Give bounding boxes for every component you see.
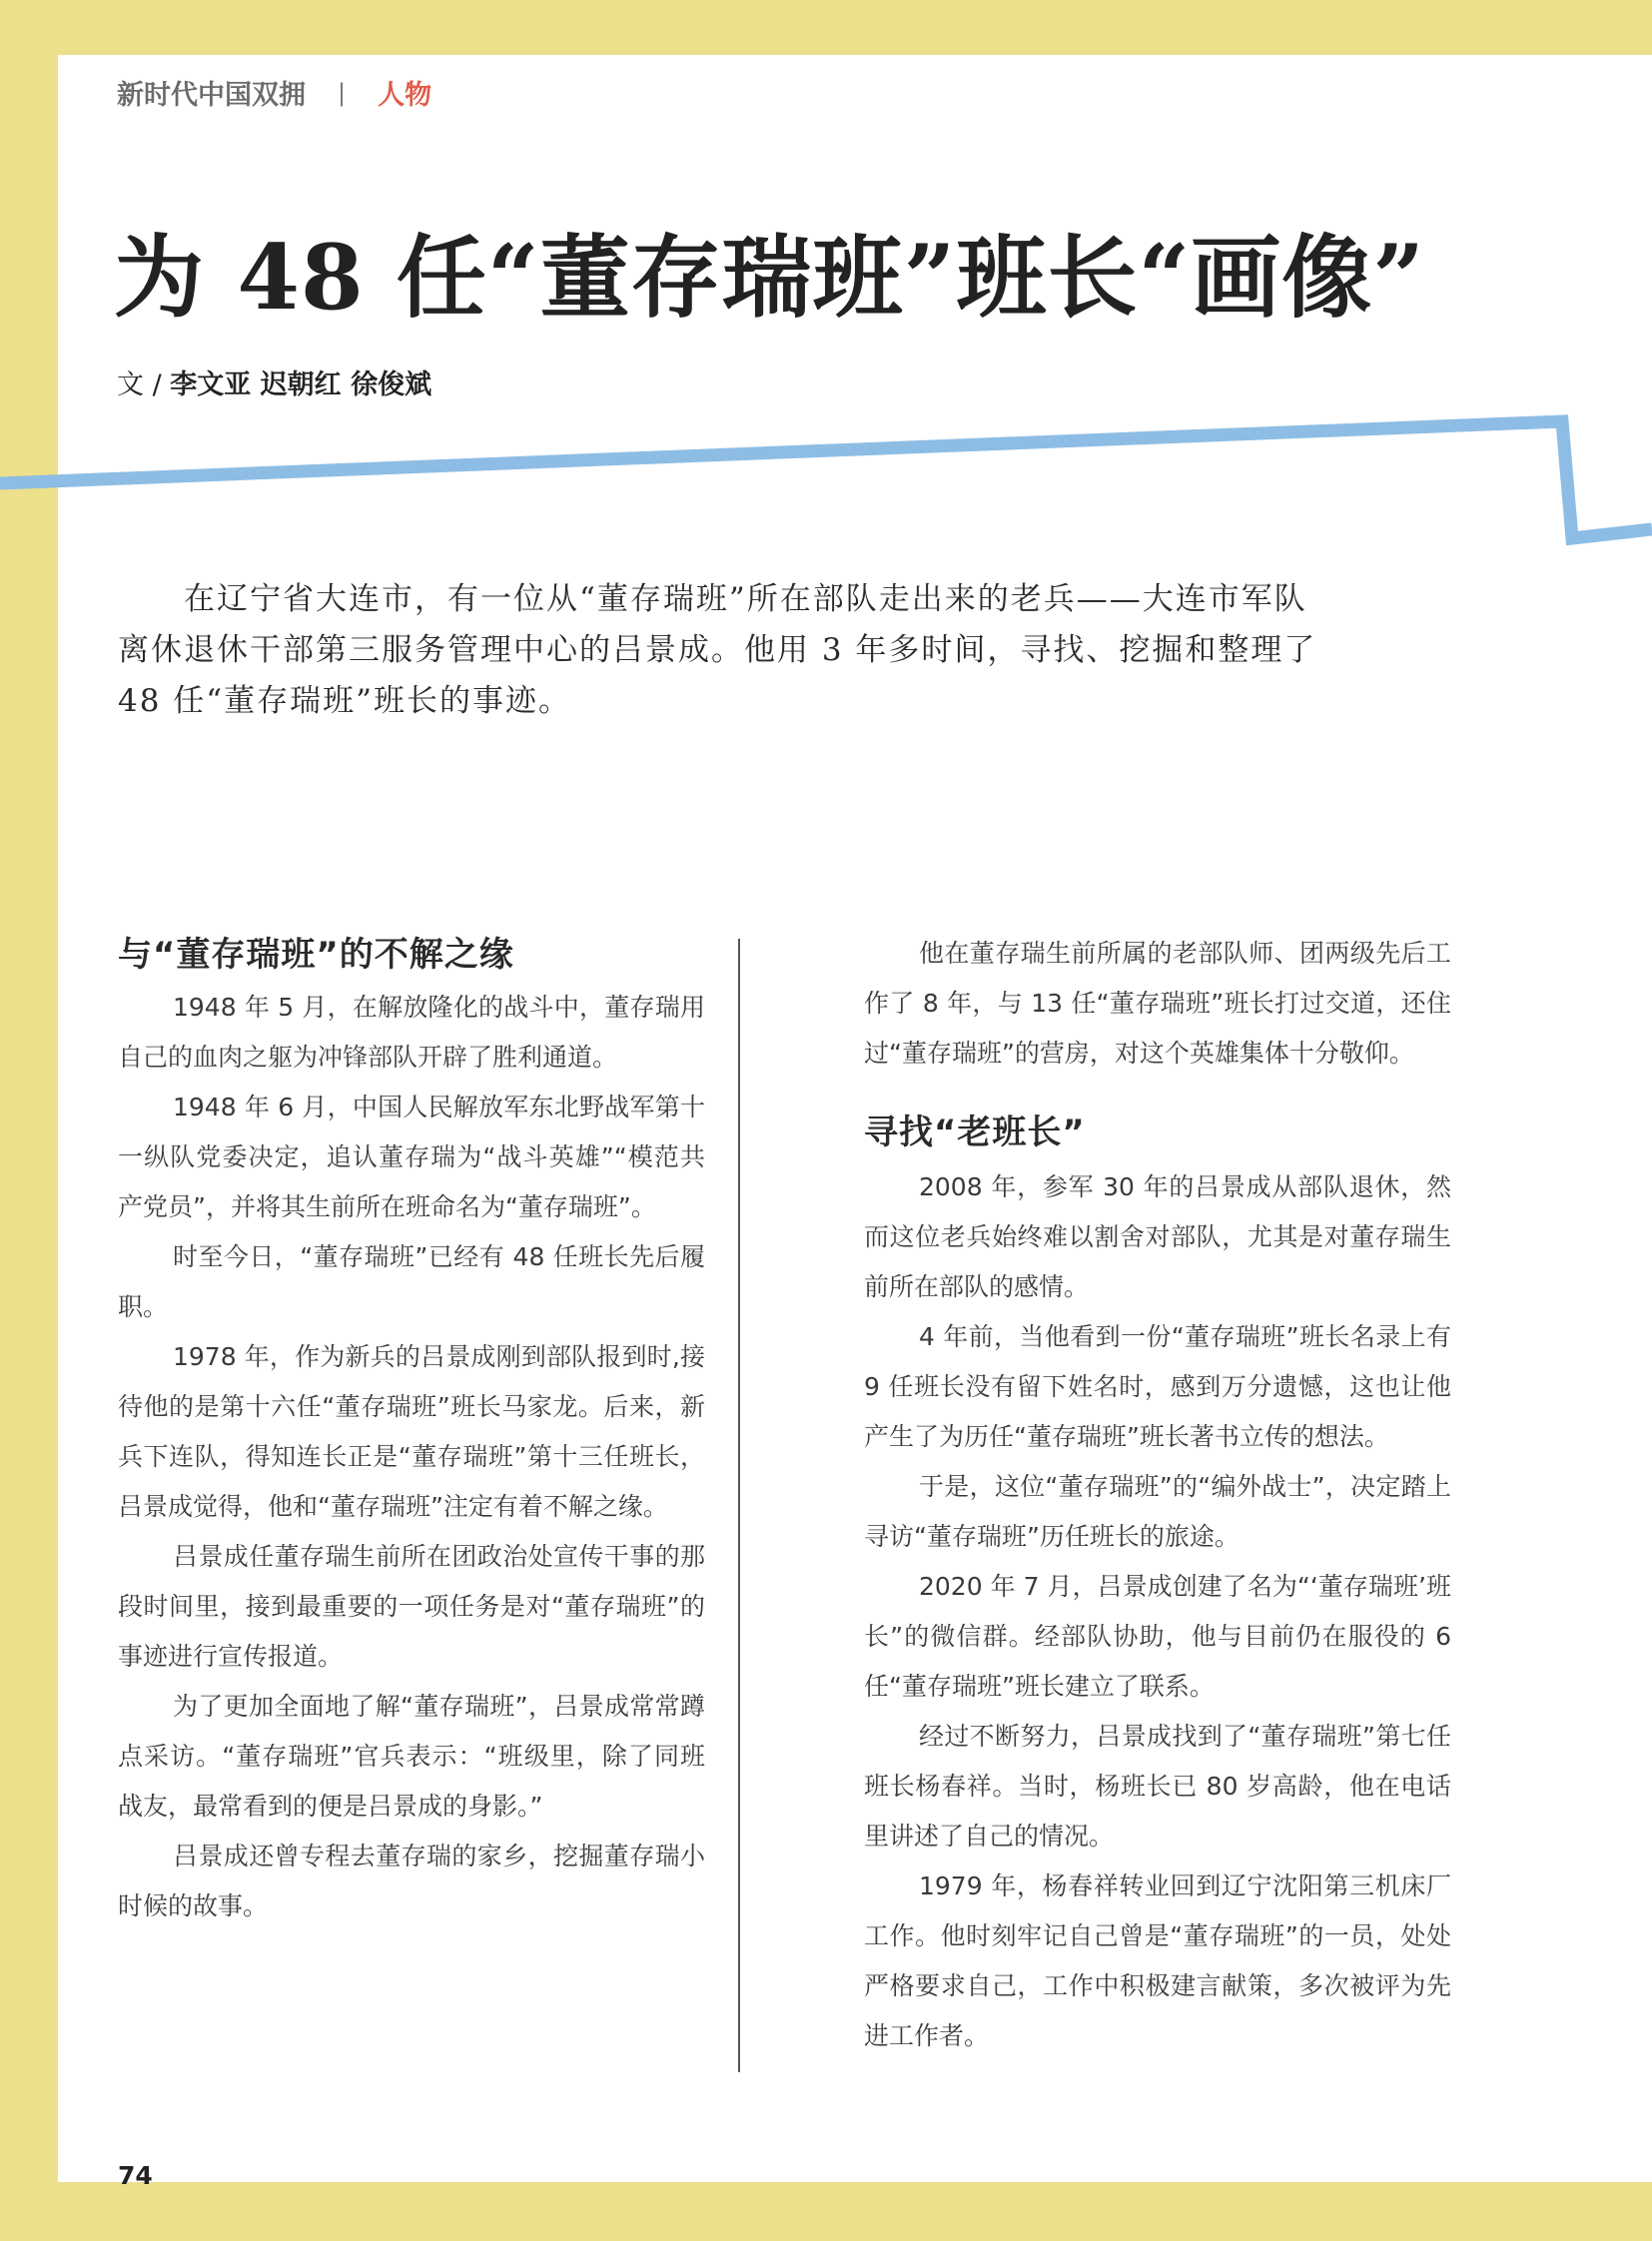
page-number: 74 [118,2161,153,2190]
lead-paragraph [118,574,1326,727]
body-paragraph: 于是，这位“董存瑞班”的“编外战士”，决定踏上寻访“董存瑞班”历任班长的旅途。 [864,1472,1451,1551]
body-paragraph: 1979 年，杨春祥转业回到辽宁沈阳第三机床厂工作。他时刻牢记自己曾是“董存瑞班”的一员，处处严格要求自己，工作中积极建言献策，多次被评为先进工作者。 [864,1871,1451,2050]
body-paragraph: 1978 年，作为新兵的吕景成刚到部队报到时,接待他的是第十六任“董存瑞班”班长马家龙。后来，新兵下连队，得知连长正是“董存瑞班”第十三任班长，吕景成觉得，他和“董存瑞班”注定有着不解之缘。 [118,1342,705,1521]
publication-name: 新时代中国双拥 [117,80,306,111]
byline-prefix: 文 / [117,370,171,400]
body-paragraph: 吕景成还曾专程去董存瑞的家乡，挖掘董存瑞小时候的故事。 [118,1842,705,1920]
body-paragraph: 时至今日，“董存瑞班”已经有 48 任班长先后履职。 [118,1242,705,1321]
body-paragraph: 2020 年 7 月，吕景成创建了名为“‘董存瑞班’班长”的微信群。经部队协助，他与目前仍在服役的 6 任“董存瑞班”班长建立了联系。 [864,1572,1451,1701]
section-heading: 寻找“老班长” [864,1113,1086,1152]
left-column [118,929,705,1931]
page-header [117,73,431,112]
lead-text: 在辽宁省大连市，有一位从“董存瑞班”所在部队走出来的老兵——大连市军队离休退休干部第三服务管理中心的吕景成。他用 3 年多时间，寻找、挖掘和整理了 48 任“董存瑞班”班长的事迹。 [118,581,1317,719]
header-separator: | [338,78,347,107]
section-heading: 与“董存瑞班”的不解之缘 [118,935,514,975]
body-paragraph: 1948 年 6 月，中国人民解放军东北野战军第十一纵队党委决定，追认董存瑞为“战斗英雄”“模范共产党员”，并将其生前所在班命名为“董存瑞班”。 [118,1093,705,1221]
body-paragraph: 1948 年 5 月，在解放隆化的战斗中，董存瑞用自己的血肉之躯为冲锋部队开辟了胜利通道。 [118,993,705,1072]
column-divider [738,939,740,2072]
body-paragraph: 为了更加全面地了解“董存瑞班”，吕景成常常蹲点采访。“董存瑞班”官兵表示：“班级里，除了同班战友，最常看到的便是吕景成的身影。” [118,1692,705,1821]
body-paragraph: 4 年前，当他看到一份“董存瑞班”班长名录上有 9 任班长没有留下姓名时，感到万分遗憾，这也让他产生了为历任“董存瑞班”班长著书立传的想法。 [864,1322,1451,1451]
article-title: 为 48 任“董存瑞班”班长“画像” [114,225,1425,331]
body-paragraph: 2008 年，参军 30 年的吕景成从部队退休，然而这位老兵始终难以割舍对部队，尤其是对董存瑞生前所在部队的感情。 [864,1172,1451,1301]
section-label: 人物 [378,80,432,111]
byline [117,363,431,401]
right-column [864,929,1451,2061]
body-paragraph: 吕景成任董存瑞生前所在团政治处宣传干事的那段时间里，接到最重要的一项任务是对“董存瑞班”的事迹进行宣传报道。 [118,1542,705,1671]
byline-authors: 李文亚 迟朝红 徐俊斌 [170,370,432,400]
body-paragraph: 经过不断努力，吕景成找到了“董存瑞班”第七任班长杨春祥。当时，杨班长已 80 岁高龄，他在电话里讲述了自己的情况。 [864,1722,1451,1851]
body-paragraph: 他在董存瑞生前所属的老部队师、团两级先后工作了 8 年，与 13 任“董存瑞班”班长打过交道，还住过“董存瑞班”的营房，对这个英雄集体十分敬仰。 [864,939,1451,1068]
